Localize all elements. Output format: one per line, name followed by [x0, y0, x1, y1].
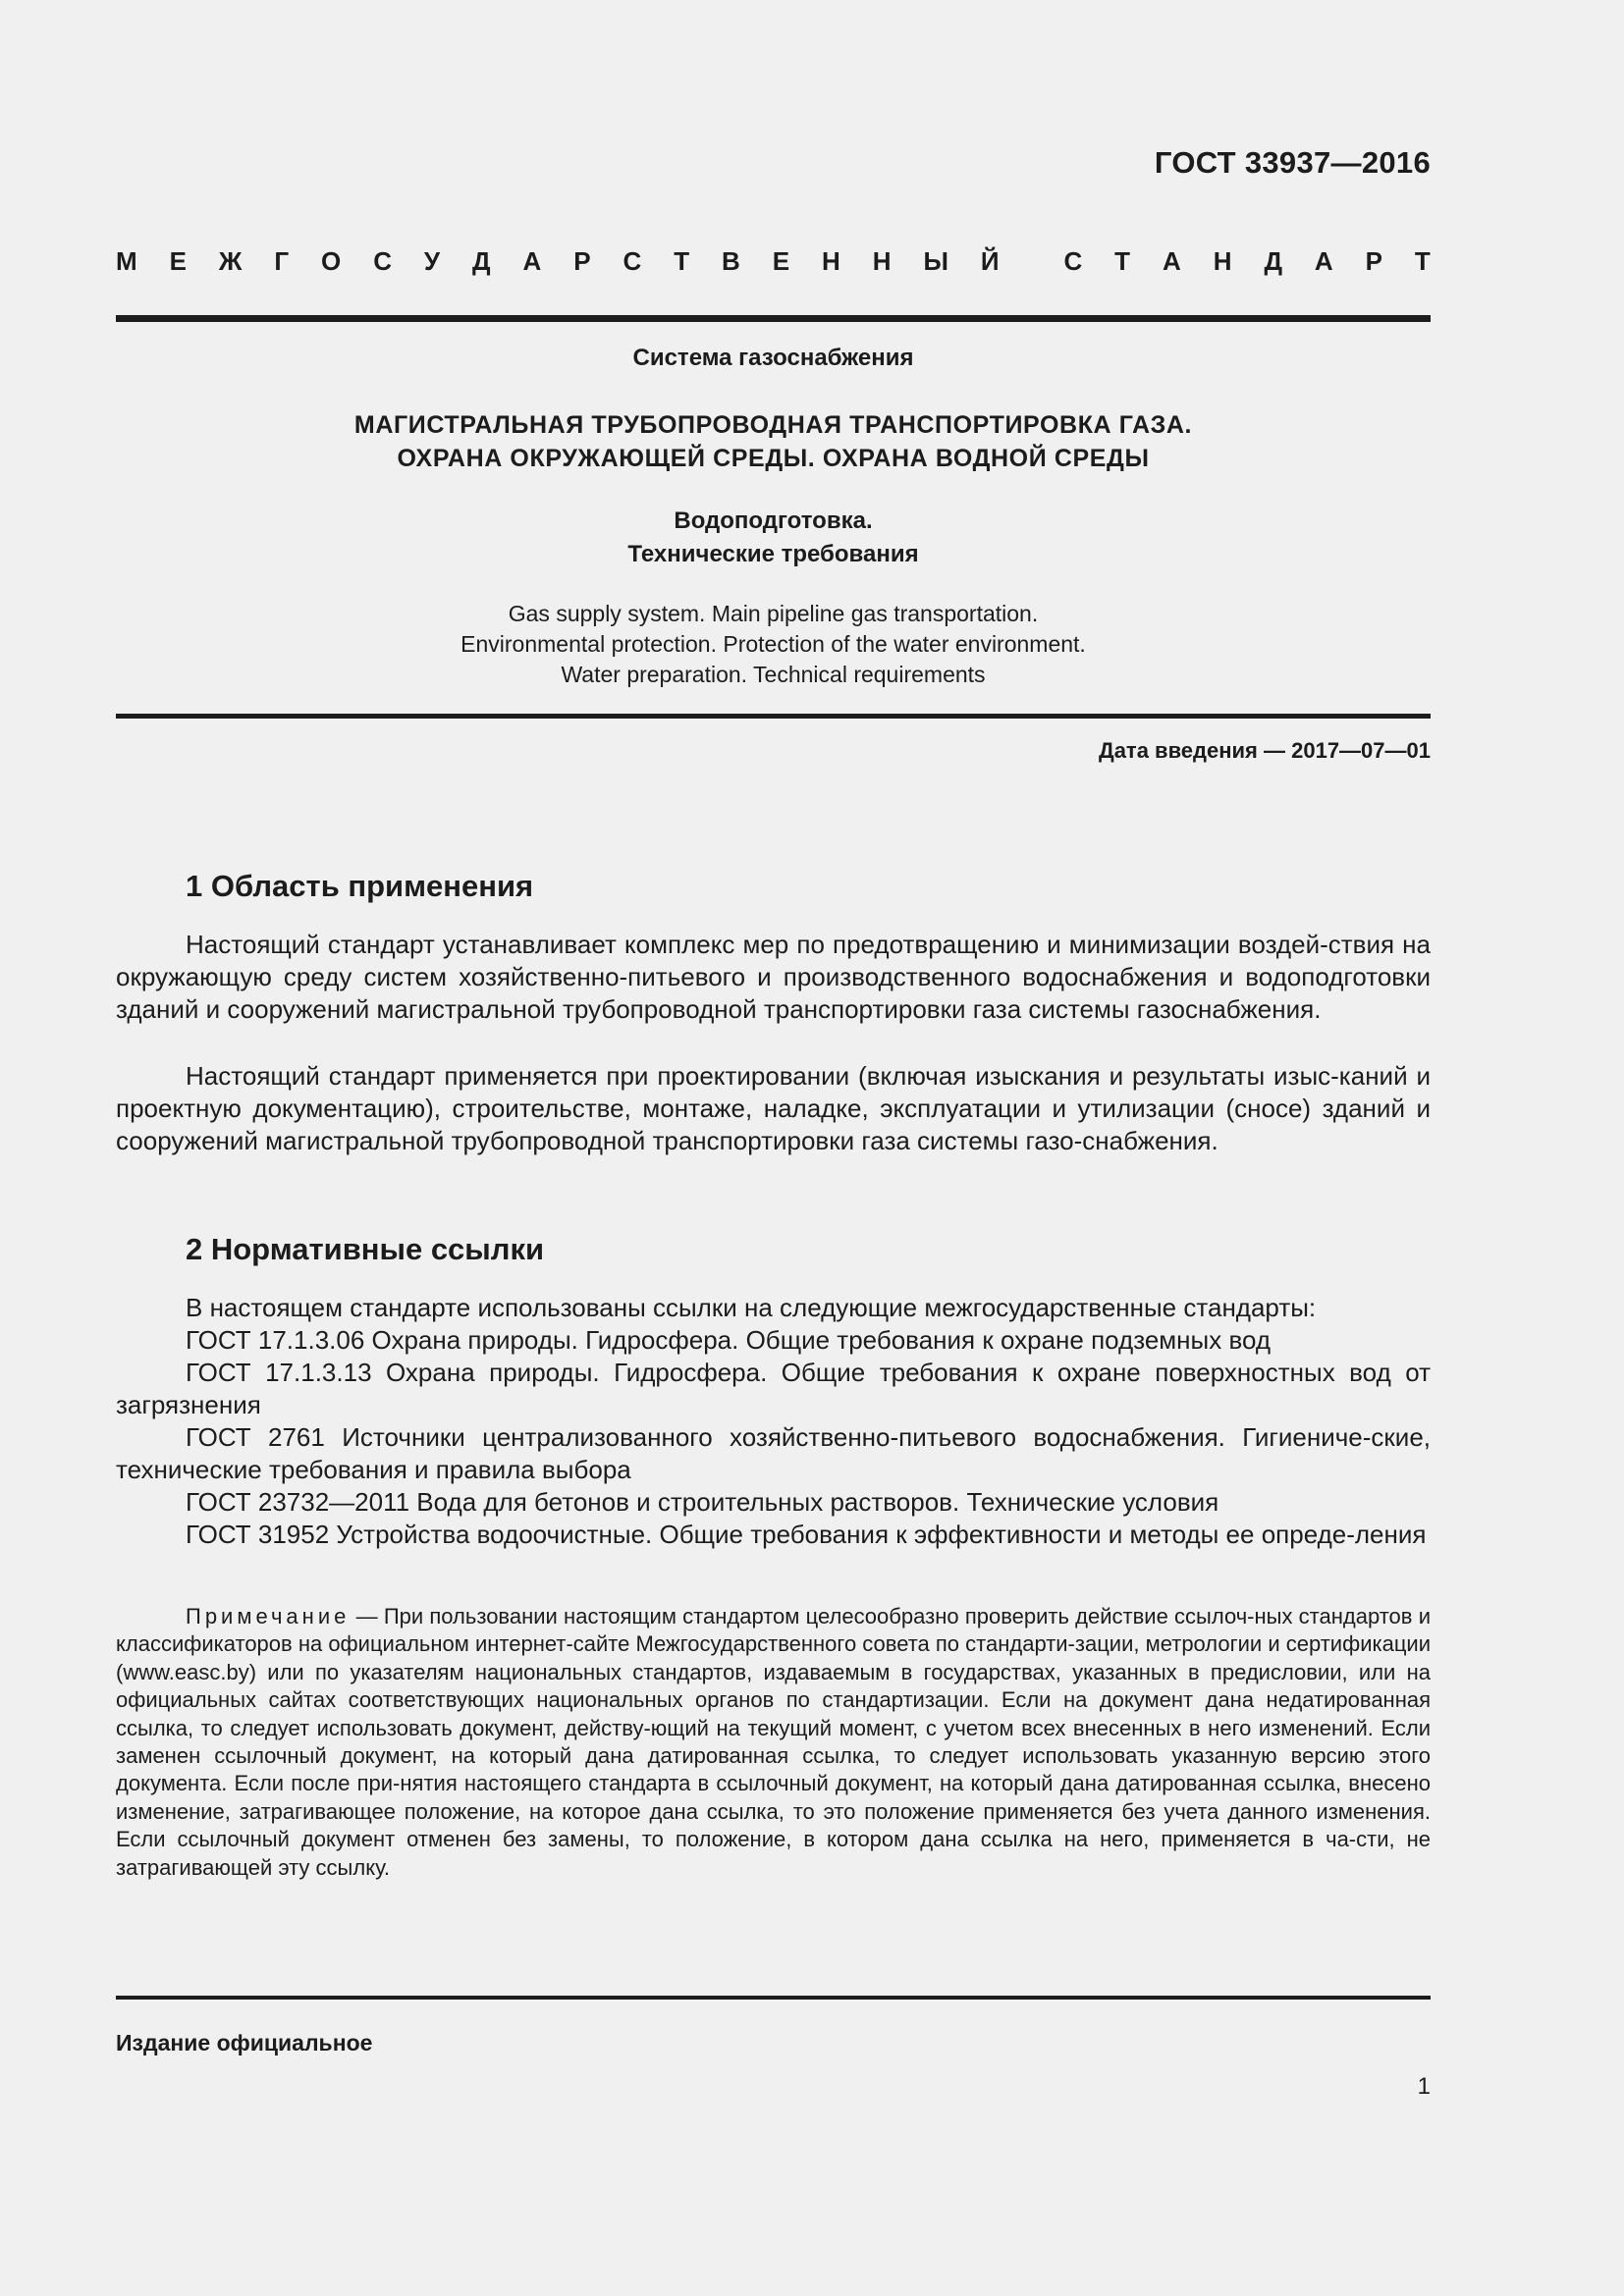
section-1-paragraph: Настоящий стандарт устанавливает комплекс мер по предотвращению и минимизации воздей-ствия на окружающую среду систем хозяйственно-питьевого и производственного водоснабжения и водоподготовки зданий и сооружений магистральной трубопроводной транспортировки газа системы газоснабжения. — [116, 930, 1431, 1024]
reference-item: ГОСТ 31952 Устройства водоочистные. Общие требования к эффективности и методы ее опреде-ления — [186, 1520, 1427, 1549]
note-text: — При пользовании настоящим стандартом целесообразно проверить действие ссылоч-ных стандартов и классификаторов на официальном интернет-сайте Межгосударственного совета по стандарти-зации, метрологии и сертификации (www.easc.by) или по указателям национальных стандартов, издаваемым в государствах, указанных в предисловии, или на официальных сайтах соответствующих национальных органов по стандартизации. Если на документ дана недатированная ссылка, то следует использовать документ, действу-ющий на текущий момент, с учетом всех внесенных в него изменений. Если заменен ссылочный документ, на который дана датированная ссылка, то следует использовать указанную версию этого документа. Если после при-нятия настоящего стандарта в ссылочный документ, на который дана датированная ссылка, внесено изменение, затрагивающее положение, на которое дана ссылка, то это положение применяется без учета данного изменения. Если ссылочный документ отменен без замены, то положение, в котором дана ссылка на него, применяется в ча-сти, не затрагивающей эту ссылку. — [116, 1604, 1432, 1880]
system-title: Система газоснабжения — [632, 345, 914, 371]
main-title — [116, 408, 1431, 475]
english-title-line: Water preparation. Technical requirements — [561, 662, 986, 687]
banner-letter: С — [623, 246, 642, 276]
reference-item: ГОСТ 17.1.3.13 Охрана природы. Гидросфера. Общие требования к охране поверхностных вод от загрязнения — [116, 1358, 1431, 1419]
header-rule — [116, 315, 1431, 322]
section-2-heading: 2 Нормативные ссылки — [186, 1232, 545, 1266]
sub-title-line: Водоподготовка. — [674, 507, 873, 534]
banner-letter: С — [1063, 246, 1083, 276]
banner-letter: С — [373, 246, 392, 276]
sub-title-line: Технические требования — [627, 541, 919, 567]
banner-letter: Г — [274, 246, 290, 276]
banner-letter: Ж — [218, 246, 243, 276]
banner-letter: Н — [872, 246, 892, 276]
banner-letter: Д — [472, 246, 491, 276]
banner-letter: Е — [169, 246, 187, 276]
banner-letter: М — [116, 246, 137, 276]
effective-date: Дата введения — 2017—07—01 — [1099, 738, 1431, 763]
gost-code: ГОСТ 33937—2016 — [1154, 145, 1431, 180]
reference-item: ГОСТ 23732—2011 Вода для бетонов и строительных растворов. Технические условия — [186, 1487, 1219, 1517]
english-title-line: Gas supply system. Main pipeline gas transportation. — [508, 601, 1039, 626]
banner-letter: А — [1163, 246, 1181, 276]
banner-letter: Т — [1114, 246, 1131, 276]
reference-item: ГОСТ 2761 Источники централизованного хозяйственно-питьевого водоснабжения. Гигиениче-ские, технические требования и правила выбора — [116, 1422, 1431, 1484]
banner-letter: О — [321, 246, 342, 276]
official-edition: Издание официальное — [116, 2030, 373, 2056]
interstate-standard-banner — [116, 246, 1431, 277]
banner-letter: В — [722, 246, 740, 276]
english-title-line: Environmental protection. Protection of the water environment. — [460, 631, 1086, 657]
banner-letter: А — [522, 246, 542, 276]
banner-letter: Т — [674, 246, 690, 276]
main-title-line: МАГИСТРАЛЬНАЯ ТРУБОПРОВОДНАЯ ТРАНСПОРТИРОВКА ГАЗА. — [353, 411, 1193, 439]
banner-letter: Ы — [923, 246, 948, 276]
page-number: 1 — [1417, 2073, 1431, 2100]
banner-letter: У — [423, 246, 441, 276]
footer-rule — [116, 1996, 1431, 2000]
banner-letter: Т — [1414, 246, 1431, 276]
banner-letter: Н — [822, 246, 840, 276]
banner-letter: А — [1314, 246, 1333, 276]
section-1-paragraph: Настоящий стандарт применяется при проектировании (включая изыскания и результаты изыс-каний и проектную документацию), строительстве, монтаже, наладке, эксплуатации и утилизации (сносе) зданий и сооружений магистральной трубопроводной транспортировки газа системы газо-снабжения. — [116, 1061, 1431, 1155]
main-title-line: ОХРАНА ОКРУЖАЮЩЕЙ СРЕДЫ. ОХРАНА ВОДНОЙ СРЕДЫ — [397, 445, 1150, 472]
note-label: Примечание — [186, 1604, 351, 1629]
references-intro: В настоящем стандарте использованы ссылки на следующие межгосударственные стандарты: — [186, 1293, 1317, 1322]
references-note — [116, 1603, 1431, 1882]
banner-letter: Р — [573, 246, 591, 276]
banner-letter: Е — [772, 246, 790, 276]
banner-letter: Р — [1365, 246, 1382, 276]
sub-title — [116, 505, 1431, 571]
english-title — [116, 599, 1431, 690]
document-page — [116, 0, 1431, 2296]
reference-item: ГОСТ 17.1.3.06 Охрана природы. Гидросфера. Общие требования к охране подземных вод — [186, 1325, 1272, 1355]
banner-letter: Й — [980, 246, 1000, 276]
title-rule — [116, 714, 1431, 719]
section-1-heading: 1 Область применения — [186, 869, 534, 903]
banner-letter: Н — [1213, 246, 1232, 276]
banner-letter: Д — [1264, 246, 1282, 276]
